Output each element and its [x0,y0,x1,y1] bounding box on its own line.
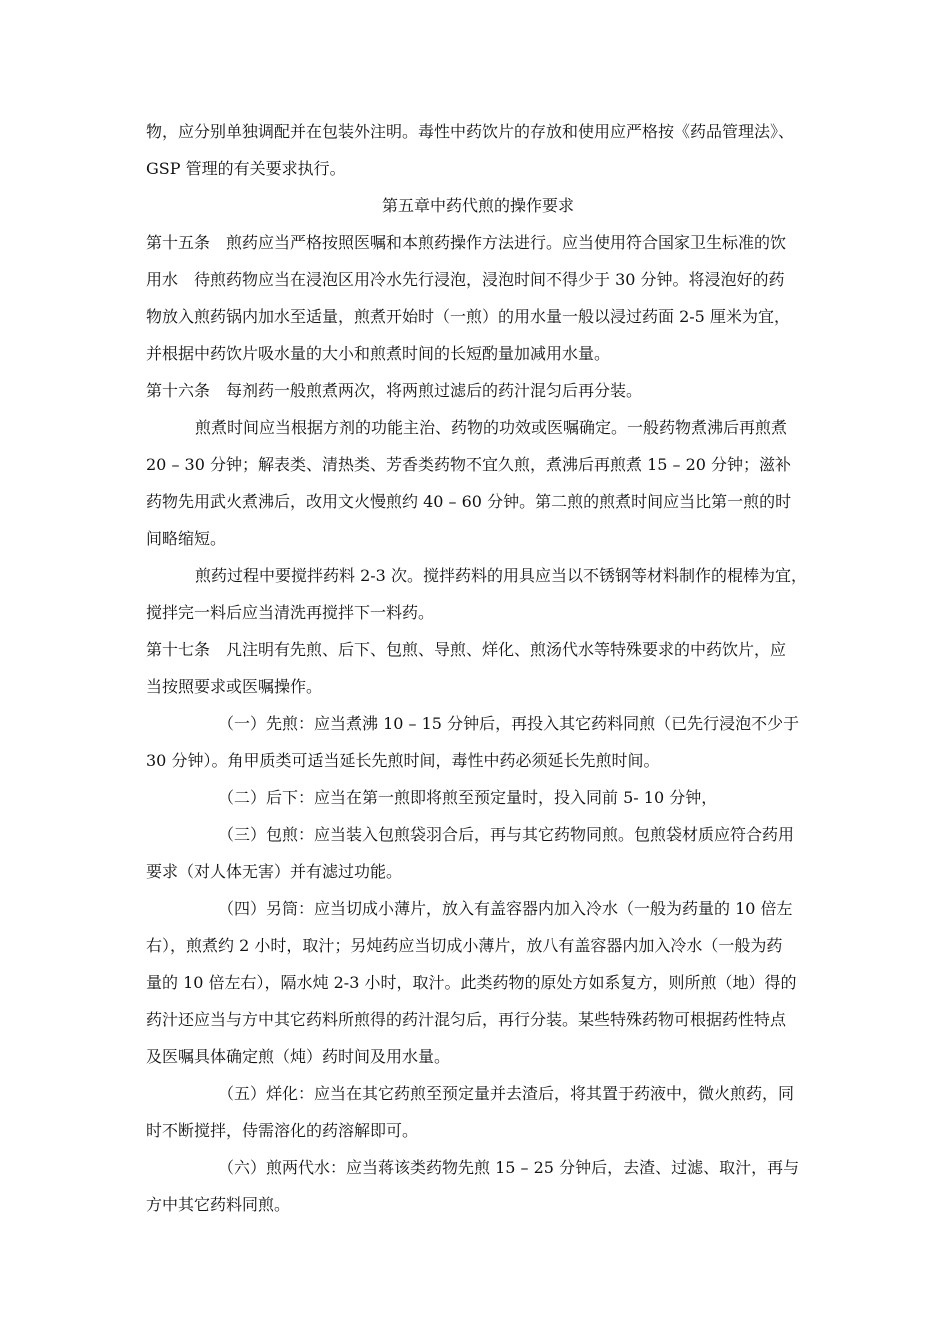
list-item: （二）后下：应当在第一煎即将煎至预定量时，投入同前 5- 10 分钟， [218,788,718,807]
text-line: 药物先用武火煮沸后，改用文火慢煎约 40 – 60 分钟。第二煎的煎煮时间应当比第一煎的时 [146,492,792,511]
article-16: 第十六条 每剂药一般煎煮两次，将两煎过滤后的药汁混匀后再分装。 [146,381,643,400]
text-line: 并根据中药饮片吸水量的大小和煎煮时间的长短酌量加减用水量。 [146,344,611,363]
text-line: 要求（对人体无害）并有滤过功能。 [146,862,403,881]
article-17: 第十七条 凡注明有先煎、后下、包煎、导煎、烊化、煎汤代水等特殊要求的中药饮片，应 [146,640,787,659]
text-line: 间略缩短。 [146,529,227,548]
text-line: 用水 待煎药物应当在浸泡区用冷水先行浸泡，浸泡时间不得少于 30 分钟。将浸泡好的药 [146,270,785,289]
text-line: 物，应分别单独调配并在包装外注明。毒性中药饮片的存放和使用应严格按《药品管理法》、 [146,122,795,141]
text-line: 搅拌完一料后应当清洗再搅拌下一料药。 [146,603,435,622]
text-line: 20 – 30 分钟；解表类、清热类、芳香类药物不宜久煎，煮沸后再煎煮 15 – 20 分钟；滋补 [146,455,792,474]
text-line: 右），煎煮约 2 小时，取汁；另炖药应当切成小薄片，放八有盖容器内加入冷水（一般为药 [146,936,783,955]
paragraph-start: 煎药过程中要搅拌药料 2-3 次。搅拌药料的用具应当以不锈钢等材料制作的棍棒为宜， [195,566,807,585]
list-item: （五）烊化：应当在其它药煎至预定量并去渣后，将其置于药液中，微火煎药，同 [218,1084,795,1103]
text-line: 量的 10 倍左右），隔水炖 2-3 小时，取汁。此类药物的原处方如系复方，则所煎（地）得的 [146,973,797,992]
text-line: 时不断搅拌，侍需溶化的药溶解即可。 [146,1121,419,1140]
text-line: GSP 管理的有关要求执行。 [146,159,346,178]
text-line: 30 分钟）。角甲质类可适当延长先煎时间，毒性中药必须延长先煎时间。 [146,751,660,770]
list-item: （一）先煎：应当煮沸 10 – 15 分钟后，再投入其它药料同煎（已先行浸泡不少于 [218,714,800,733]
text-line: 药汁还应当与方中其它药料所煎得的药汁混匀后，再行分装。某些特殊药物可根据药性特点 [146,1010,787,1029]
list-item: （四）另筒：应当切成小薄片，放入有盖容器内加入冷水（一般为药量的 10 倍左 [218,899,793,918]
text-line: 方中其它药料同煎。 [146,1195,291,1214]
text-line: 当按照要求或医嘱操作。 [146,677,323,696]
text-line: 物放入煎药锅内加水至适量，煎煮开始时（一煎）的用水量一般以浸过药面 2-5 厘米为宜， [146,307,790,326]
article-15: 第十五条 煎药应当严格按照医嘱和本煎药操作方法进行。应当使用符合国家卫生标准的饮 [146,233,787,252]
paragraph-start: 煎煮时间应当根据方剂的功能主治、药物的功效或医嘱确定。一般药物煮沸后再煎煮 [195,418,788,437]
chapter-title: 第五章中药代煎的操作要求 [381,196,574,215]
list-item: （六）煎两代水：应当蒋该类药物先煎 15 – 25 分钟后，去渣、过滤、取汁，再与 [218,1158,800,1177]
list-item: （三）包煎：应当装入包煎袋羽合后，再与其它药物同煎。包煎袋材质应符合药用 [218,825,795,844]
text-line: 及医嘱具体确定煎（炖）药时间及用水量。 [146,1047,451,1066]
